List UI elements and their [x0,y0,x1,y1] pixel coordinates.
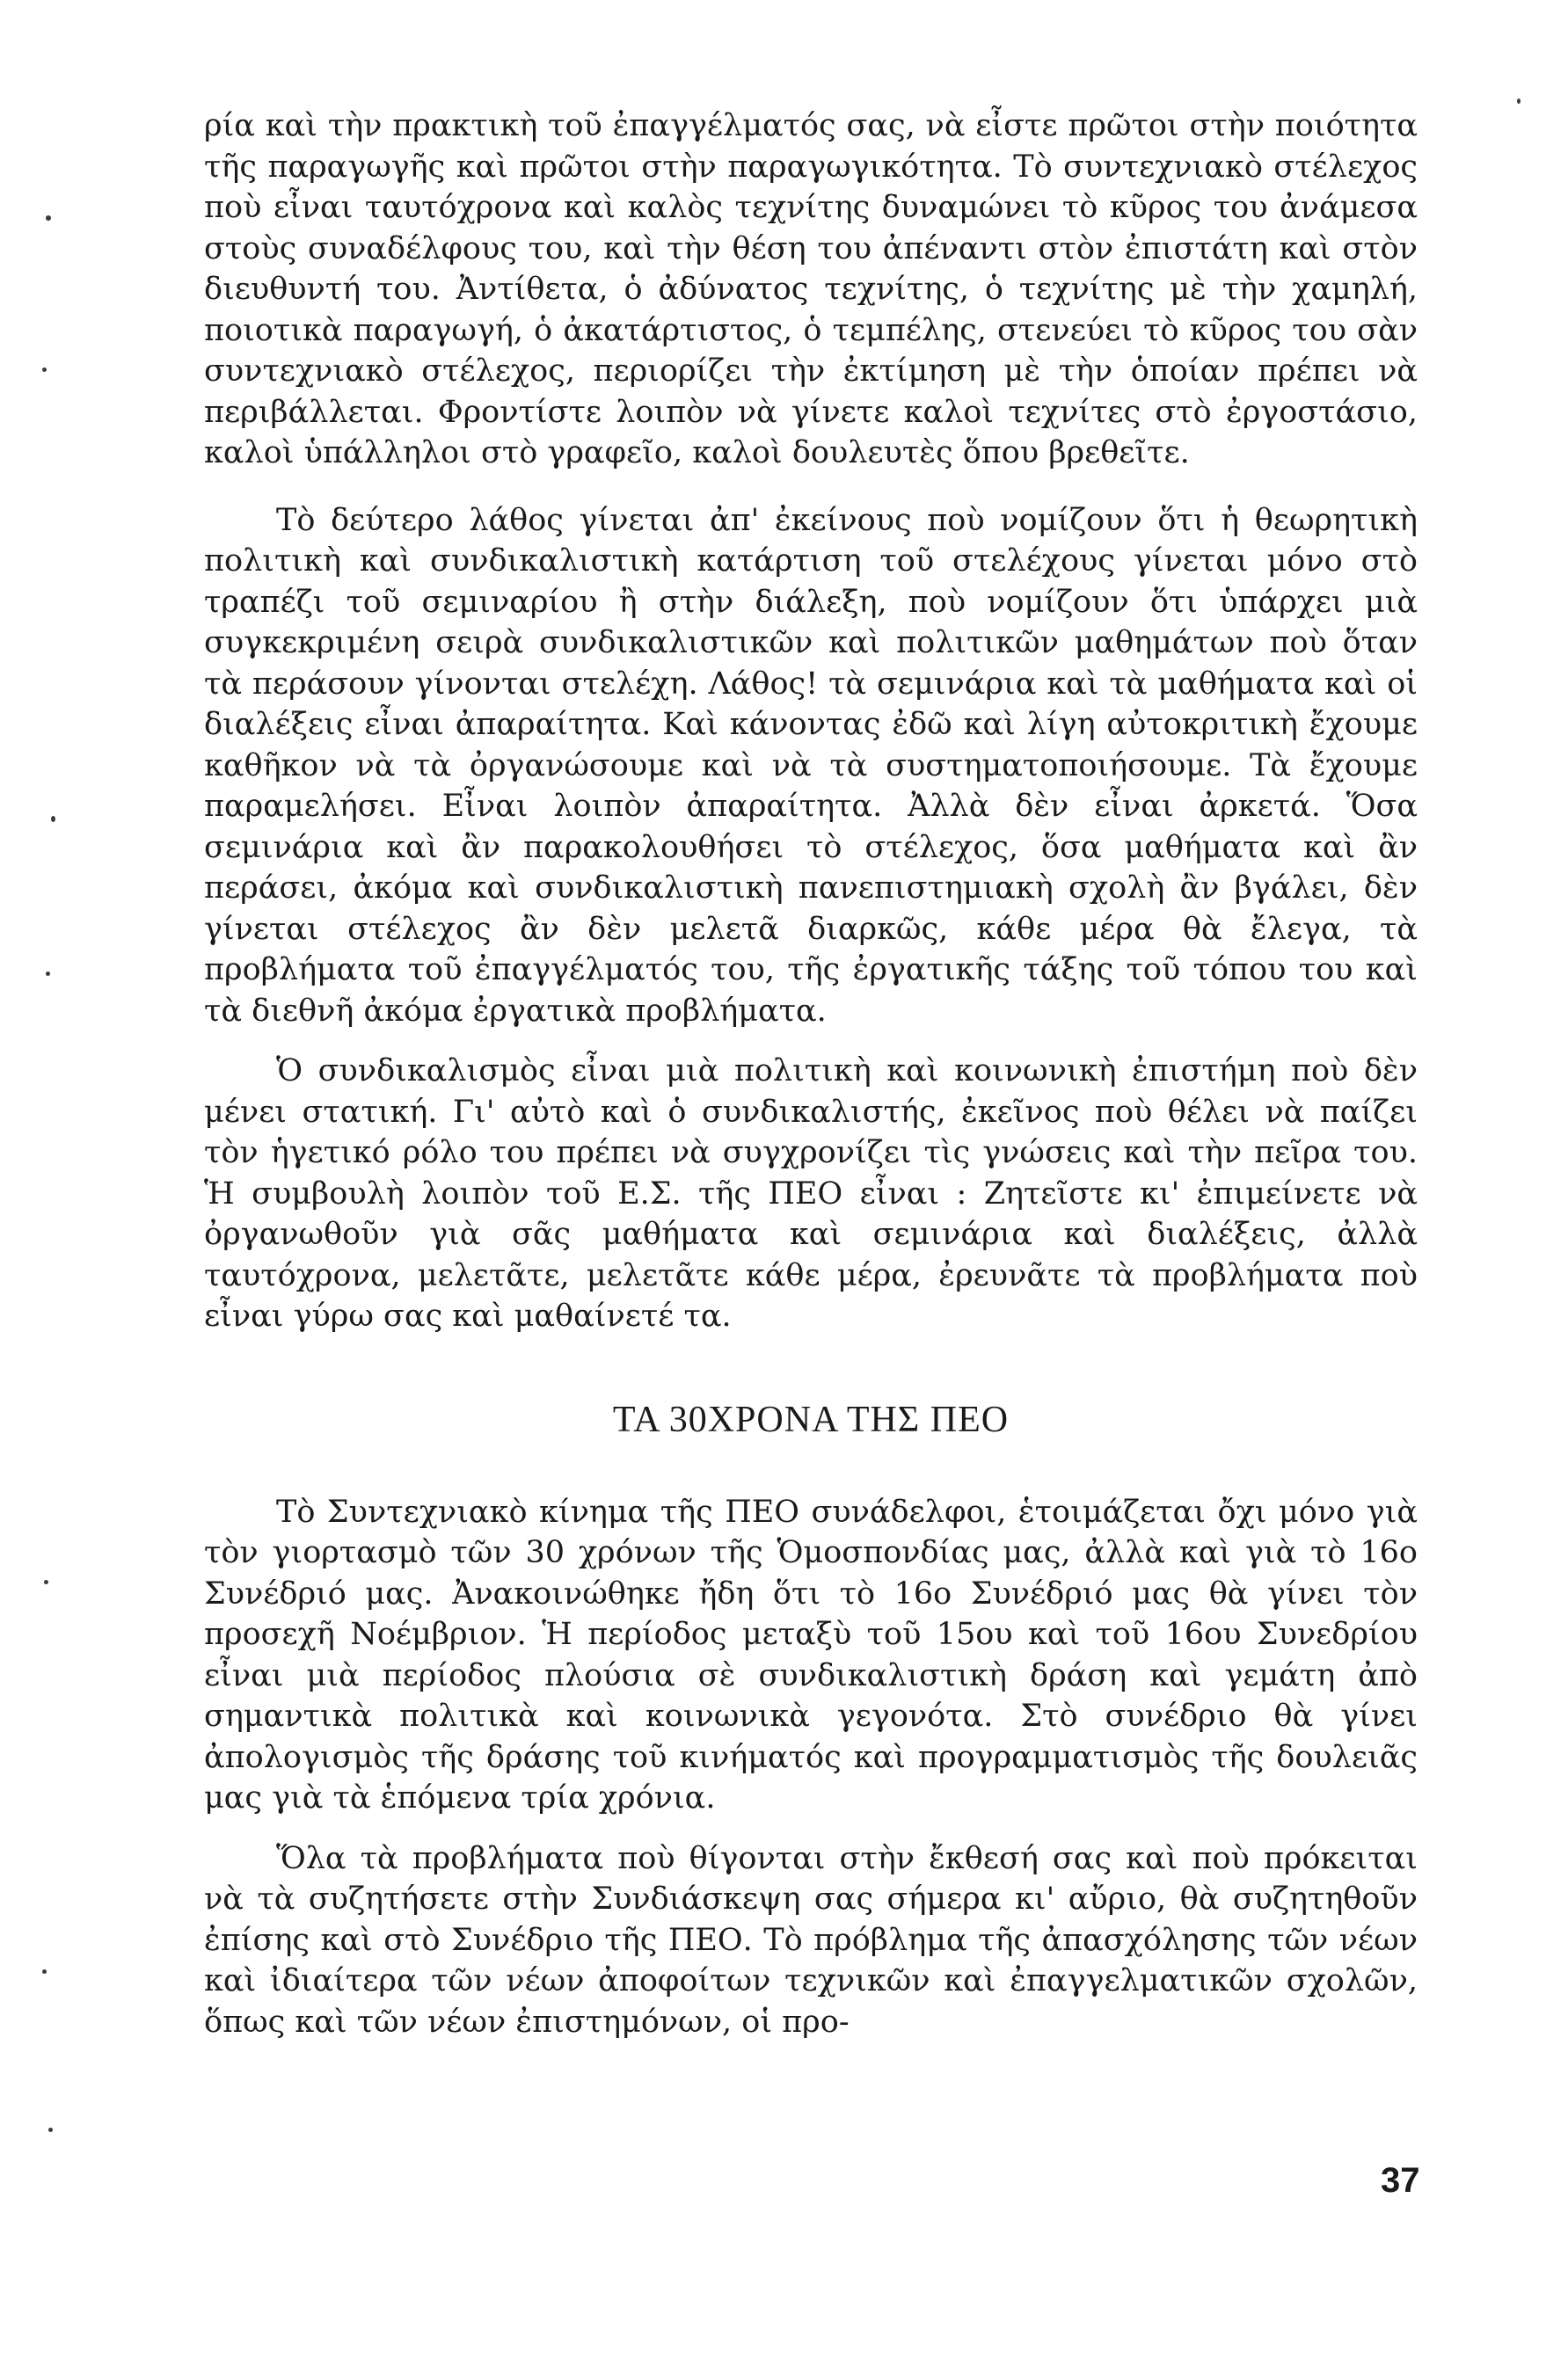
paragraph-5: Ὅλα τὰ προβλήματα ποὺ θίγονται στὴν ἔκθεσή σας καὶ ποὺ πρόκειται νὰ τὰ συζητήσετε στὴν Συνδιάσκεψη σας σήμερα κι' αὔριο, θὰ συζητηθοῦν ἐπίσης καὶ στὸ Συνέδριο τῆς ΠΕΟ. Τὸ πρόβλημα τῆς ἀπασχόλησης τῶν νέων καὶ ἰδιαίτερα τῶν νέων ἀποφοίτων τεχνικῶν καὶ ἐπαγγελματικῶν σχολῶν, ὅπως καὶ τῶν νέων ἐπιστημόνων, οἱ προ- [204,1840,1418,2040]
scan-speck [44,1580,48,1584]
paragraph-1: ρία καὶ τὴν πρακτικὴ τοῦ ἐπαγγέλματός σας, νὰ εἶστε πρῶτοι στὴν ποιότητα τῆς παραγωγῆς καὶ πρῶτοι στὴν παραγωγικότητα. Τὸ συντεχνιακὸ στέλεχος ποὺ εἶναι ταυτόχρονα καὶ καλὸς τεχνίτης δυναμώνει τὸ κῦρος του ἀνάμεσα στοὺς συναδέλφους του, καὶ τὴν θέση του ἀπέναντι στὸν ἐπιστάτη καὶ στὸν διευθυντή του. Ἀντίθετα, ὁ ἀδύνατος τεχνίτης, ὁ τεχνίτης μὲ τὴν χαμηλή, ποιοτικὰ παραγωγή, ὁ ἀκατάρτιστος, ὁ τεμπέλης, στενεύει τὸ κῦρος του σὰν συντεχνιακὸ στέλεχος, περιορίζει τὴν ἐκτίμηση μὲ τὴν ὁποίαν πρέπει νὰ περιβάλλεται. Φροντίστε λοιπὸν νὰ γίνετε καλοὶ τεχνίτες στὸ ἐργοστάσιο, καλοὶ ὑπάλληλοι στὸ γραφεῖο, καλοὶ δουλευτὲς ὅπου βρεθεῖτε. [204,108,1418,470]
paragraph-2: Τὸ δεύτερο λάθος γίνεται ἀπ' ἐκείνους ποὺ νομίζουν ὅτι ἡ θεωρητικὴ πολιτικὴ καὶ συνδικαλιστικὴ κατάρτιση τοῦ στελέχους γίνεται μόνο στὸ τραπέζι τοῦ σεμιναρίου ἢ στὴν διάλεξη, ποὺ νομίζουν ὅτι ὑπάρχει μιὰ συγκεκριμένη σειρὰ συνδικαλιστικῶν καὶ πολιτικῶν μαθημάτων ποὺ ὅταν τὰ περάσουν γίνονται στελέχη. Λάθος! τὰ σεμινάρια καὶ τὰ μαθήματα καὶ οἱ διαλέξεις εἶναι ἀπαραίτητα. Καὶ κάνοντας ἐδῶ καὶ λίγη αὐτοκριτικὴ ἔχουμε καθῆκον νὰ τὰ ὀργανώσουμε καὶ νὰ τὰ συστηματοποιήσουμε. Τὰ ἔχουμε παραμελήσει. Εἶναι λοιπὸν ἀπαραίτητα. Ἀλλὰ δὲν εἶναι ἀρκετά. Ὅσα σεμινάρια καὶ ἂν παρακολουθήσει τὸ στέλεχος, ὅσα μαθήματα καὶ ἂν περάσει, ἀκόμα καὶ συνδικαλιστικὴ πανεπιστημιακὴ σχολὴ ἂν βγάλει, δὲν γίνεται στέλεχος ἂν δὲν μελετᾶ διαρκῶς, κάθε μέρα θὰ ἔλεγα, τὰ προβλήματα τοῦ ἐπαγγέλματός του, τῆς ἐργατικῆς τάξης τοῦ τόπου του καὶ τὰ διεθνῆ ἀκόμα ἐργατικὰ προβλήματα. [204,502,1418,1029]
paragraph-3: Ὁ συνδικαλισμὸς εἶναι μιὰ πολιτικὴ καὶ κοινωνικὴ ἐπιστήμη ποὺ δὲν μένει στατική. Γι' αὐτὸ καὶ ὁ συνδικαλιστής, ἐκεῖνος ποὺ θέλει νὰ παίζει τὸν ἡγετικό ρόλο του πρέπει νὰ συγχρονίζει τὶς γνώσεις καὶ τὴν πεῖρα του. Ἡ συμβουλὴ λοιπὸν τοῦ Ε.Σ. τῆς ΠΕΟ εἶναι : Ζητεῖστε κι' ἐπιμείνετε νὰ ὀργανωθοῦν γιὰ σᾶς μαθήματα καὶ σεμινάρια καὶ διαλέξεις, ἀλλὰ ταυτόχρονα, μελετᾶτε, μελετᾶτε κάθε μέρα, ἐρευνᾶτε τὰ προβλήματα ποὺ εἶναι γύρω σας καὶ μαθαίνετέ τα. [204,1053,1418,1334]
scan-speck [42,1969,47,1974]
scan-speck [46,972,50,976]
scan-speck [42,368,47,372]
scan-speck [46,215,51,221]
section-heading: ΤΑ 30ΧΡΟΝΑ ΤΗΣ ΠΕΟ [612,1399,1010,1440]
scan-speck [48,2128,53,2132]
page-number: 37 [1381,2161,1420,2200]
scan-speck [1517,98,1521,104]
page-content [204,106,1418,2042]
scan-speck [51,816,55,822]
paragraph-4: Τὸ Συντεχνιακὸ κίνημα τῆς ΠΕΟ συνάδελφοι, ἑτοιμάζεται ὄχι μόνο γιὰ τὸν γιορτασμὸ τῶν 30 χρόνων τῆς Ὁμοσπονδίας μας, ἀλλὰ καὶ γιὰ τὸ 16ο Συνέδριό μας. Ἀνακοινώθηκε ἤδη ὅτι τὸ 16ο Συνέδριό μας θὰ γίνει τὸν προσεχῆ Νοέμβριον. Ἡ περίοδος μεταξὺ τοῦ 15ου καὶ τοῦ 16ου Συνεδρίου εἶναι μιὰ περίοδος πλούσια σὲ συνδικαλιστικὴ δράση καὶ γεμάτη ἀπὸ σημαντικὰ πολιτικὰ καὶ κοινωνικὰ γεγονότα. Στὸ συνέδριο θὰ γίνει ἀπολογισμὸς τῆς δράσης τοῦ κινήματός καὶ προγραμματισμὸς τῆς δουλειᾶς μας γιὰ τὰ ἑπόμενα τρία χρόνια. [204,1494,1418,1816]
